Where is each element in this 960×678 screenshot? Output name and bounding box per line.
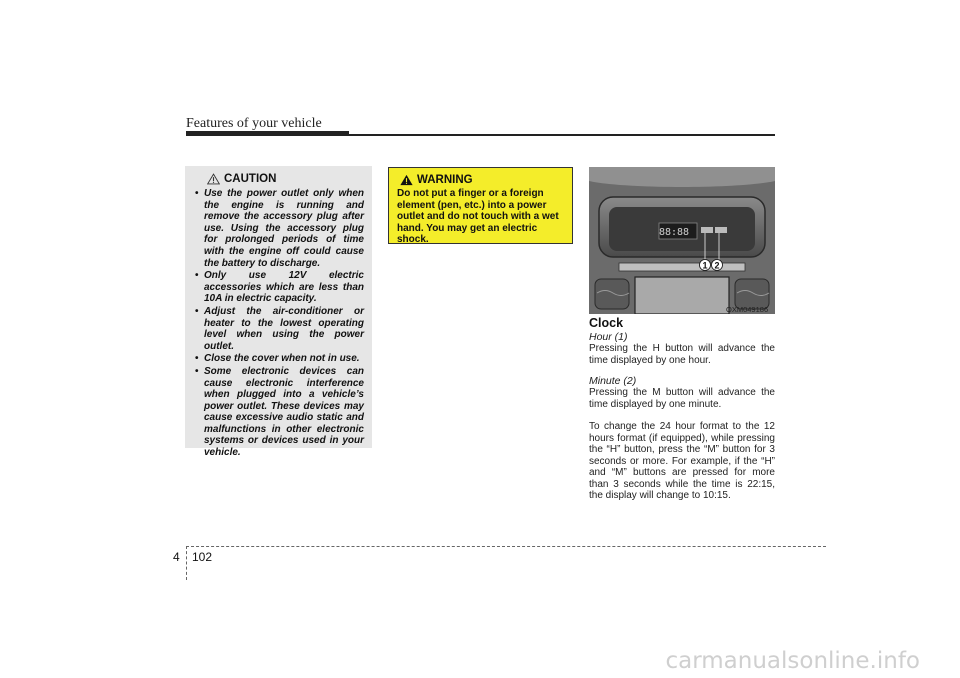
- callout-1: 1: [702, 260, 708, 271]
- clock-display-digits: 88:88: [658, 227, 690, 238]
- warning-header: [400, 174, 566, 186]
- page-number: 102: [192, 550, 213, 564]
- clock-section: [589, 316, 775, 502]
- caution-item: • Close the cover when not in use.: [195, 353, 364, 365]
- caution-header: [207, 173, 364, 185]
- footer-divider: [186, 546, 187, 580]
- warning-text: Do not put a finger or a foreign element (pen, etc.) into a power outlet and do not touch with a wet hand. You may get an electric shock.: [397, 188, 559, 246]
- footer-rule: [186, 546, 826, 547]
- minute-subheading: Minute (2): [589, 375, 637, 387]
- chapter-number: 4: [173, 550, 180, 564]
- page-header-title: Features of your vehicle: [186, 116, 322, 131]
- caution-item: • Adjust the air-conditioner or heater to the lowest operating level when using the power outlet.: [195, 306, 364, 352]
- dashboard-illustration: [589, 167, 775, 314]
- caution-triangle-icon: [207, 173, 220, 185]
- watermark: carmanualsonline.info: [665, 648, 920, 674]
- caution-box: [185, 166, 372, 459]
- minute-description: Pressing the M button will advance the time displayed by one minute.: [589, 387, 775, 410]
- hour-description: Pressing the H button will advance the time displayed by one hour.: [589, 343, 775, 366]
- caution-title: CAUTION: [224, 173, 277, 185]
- figure-caption: OXM049186: [726, 305, 769, 314]
- warning-triangle-icon: [400, 174, 413, 186]
- caution-item: • Use the power outlet only when the engine is running and remove the accessory plug after use. Using the accessory plug for prolonged periods of time with the engine off could cause the battery to discharge.: [195, 188, 364, 269]
- callout-2: 2: [714, 260, 720, 271]
- warning-box: [388, 167, 573, 244]
- warning-title: WARNING: [417, 174, 473, 186]
- caution-item: • Only use 12V electric accessories which are less than 10A in electric capacity.: [195, 270, 364, 305]
- caution-item: • Some electronic devices can cause electronic interference when plugged into a vehicle’s power outlet. These devices may cause excessive audio static and malfunctions in other electronic systems or devices used in your vehicle.: [195, 366, 364, 459]
- clock-panel-figure: [589, 167, 775, 314]
- header-rule-accent: [186, 131, 349, 136]
- clock-heading: Clock: [589, 316, 624, 330]
- hour-subheading: Hour (1): [589, 331, 628, 343]
- format-description: To change the 24 hour format to the 12 hours format (if equipped), while pressing the “H” button, press the “M” button for 3 seconds or more. For example, if the “H” and “M” buttons are pressed for more than 3 seconds while the time is 22:15, the display will change to 10:15.: [589, 421, 775, 501]
- caution-list: [195, 188, 364, 459]
